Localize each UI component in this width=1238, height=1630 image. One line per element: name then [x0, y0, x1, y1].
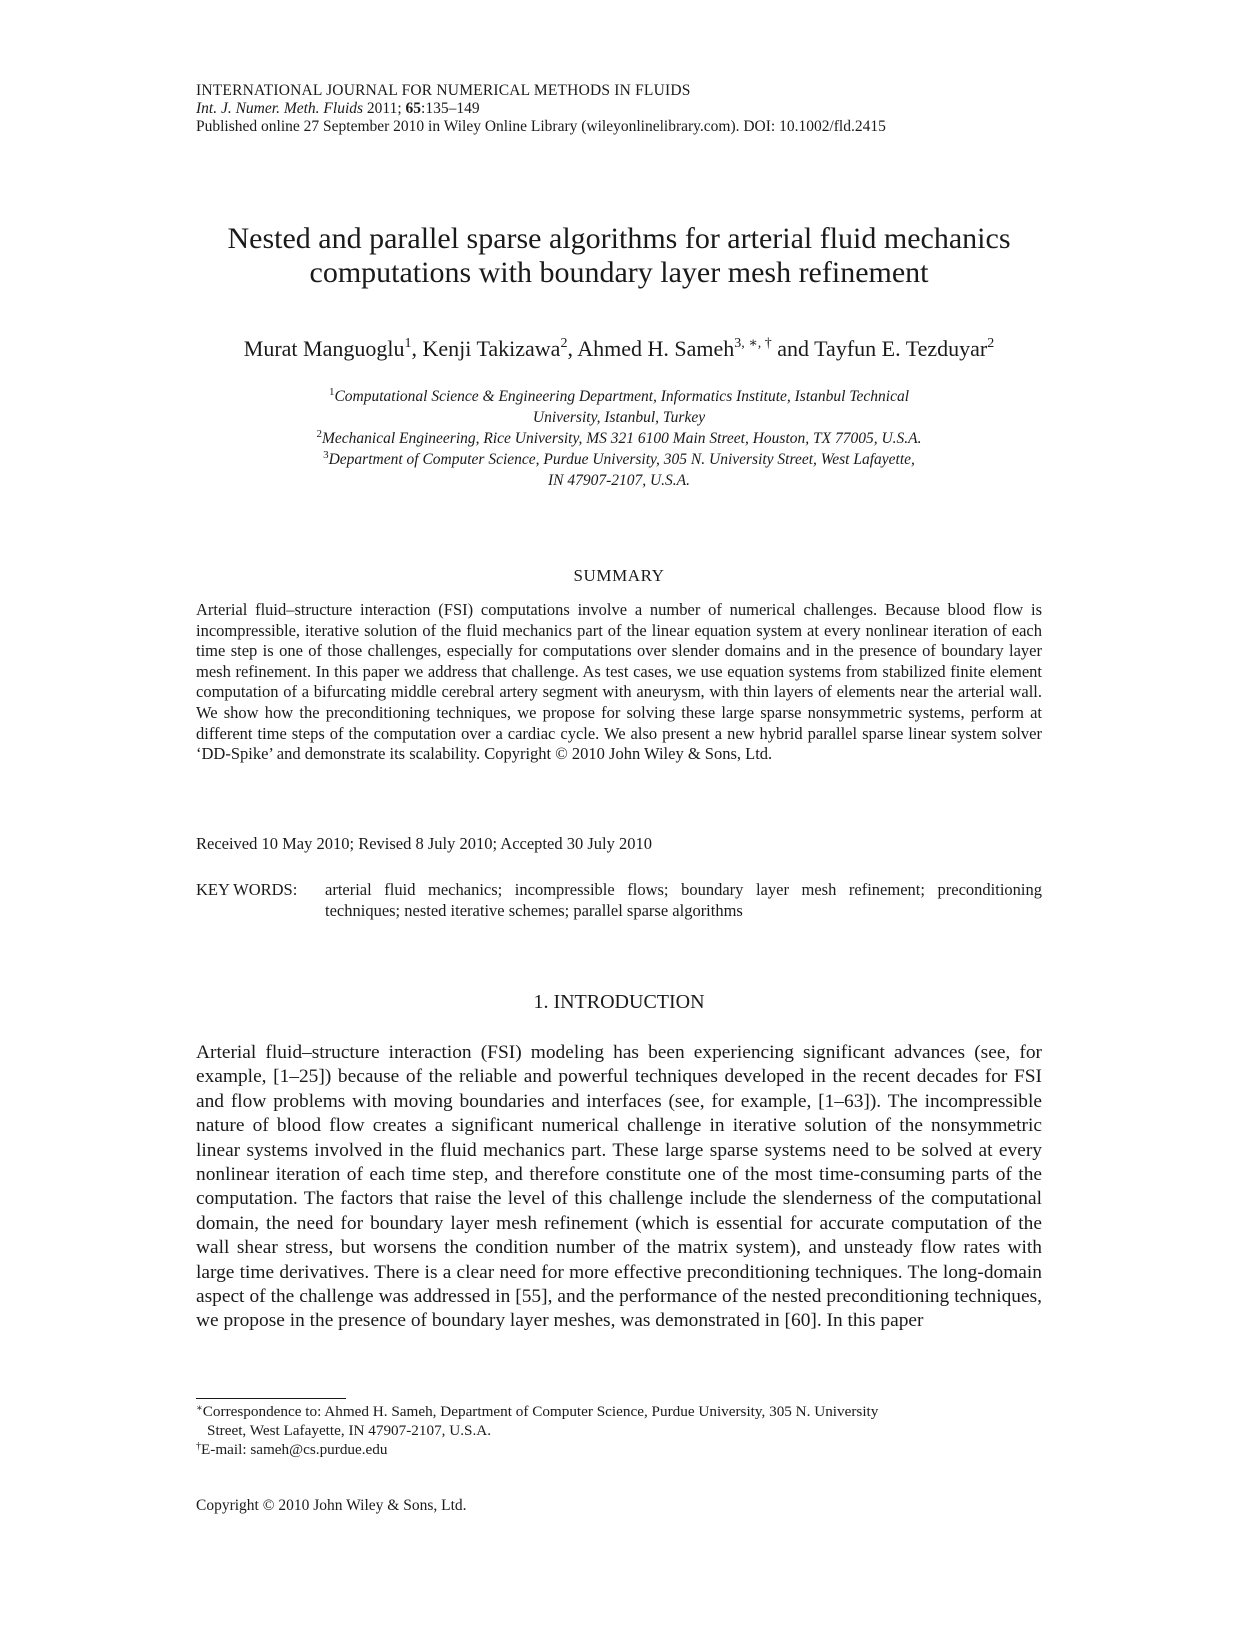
keywords-text: arterial fluid mechanics; incompressible flows; boundary layer mesh refinement; preconditioning techniques; nested iterative schemes; parallel sparse algorithms: [325, 880, 1042, 920]
affiliation-text: Computational Science & Engineering Department, Informatics Institute, Istanbul Technical: [334, 388, 910, 405]
footnote-rule: [196, 1398, 346, 1399]
keywords-label: KEY WORDS:: [196, 880, 298, 899]
section-heading-introduction: 1. INTRODUCTION: [533, 991, 705, 1013]
author-name: Kenji Takizawa: [422, 336, 561, 361]
affiliations: [150, 386, 1088, 491]
summary-text: Arterial fluid–structure interaction (FSI) computations involve a number of numerical challenges. Because blood flow is incompressible, iterative solution of the fluid mechanics part of the linear equation system at every nonlinear iteration of each time step is one of those challenges, especially for computations over slender domains and in the presence of boundary layer mesh refinement. In this paper we address that challenge. As test cases, we use equation systems from stabilized finite element computation of a bifurcating middle cerebral artery segment with aneurysm, with thin layers of elements near the arterial wall. We show how the preconditioning techniques, we propose for solving these large sparse nonsymmetric systems, perform at different time steps of the computation over a cardiac cycle. We also present a new hybrid parallel sparse linear system solver ‘DD-Spike’ and demonstrate its scalability. Copyright © 2010 John Wiley & Sons, Ltd.: [196, 600, 1042, 764]
published-line: Published online 27 September 2010 in Wiley Online Library (wileyonlinelibrary.com). DOI: 10.1002/fld.2415: [196, 118, 886, 135]
affiliation-text: Mechanical Engineering, Rice University, MS 321 6100 Main Street, Houston, TX 77005, U.S.A.: [321, 430, 922, 447]
author-separator: ,: [411, 336, 423, 361]
author-list: [100, 335, 1138, 363]
title-line-1: Nested and parallel sparse algorithms for arterial fluid mechanics: [227, 222, 1011, 255]
title-line-2: computations with boundary layer mesh refinement: [309, 256, 929, 289]
journal-header: [196, 82, 886, 136]
affiliation-1-cont: University, Istanbul, Turkey: [532, 409, 706, 426]
affiliation-2: [150, 428, 1088, 449]
affiliation-text: Department of Computer Science, Purdue University, 305 N. University Street, West Lafayette,: [328, 451, 915, 468]
footnote-text: E-mail: sameh@cs.purdue.edu: [201, 1441, 388, 1458]
affiliation-sup: 1: [328, 386, 335, 398]
footnotes: [196, 1402, 1042, 1459]
author-name: Tayfun E. Tezduyar: [814, 336, 988, 361]
author-separator: ,: [567, 336, 578, 361]
summary-heading: SUMMARY: [573, 566, 665, 585]
citation-volume: 65: [405, 100, 422, 117]
author-affil-sup: 3, ∗, †: [734, 336, 772, 351]
citation-abbrev: Int. J. Numer. Meth. Fluids: [196, 100, 364, 117]
citation-year: 2011;: [363, 100, 406, 117]
affiliation-sup: 2: [316, 428, 322, 440]
footnote-mark: †: [196, 1441, 201, 1452]
footnote-email: [196, 1440, 1042, 1459]
footnote-mark: ∗: [196, 1403, 203, 1414]
affiliation-3: [150, 449, 1088, 470]
copyright-notice: Copyright © 2010 John Wiley & Sons, Ltd.: [196, 1497, 467, 1514]
affiliation-1: [150, 386, 1088, 407]
author-separator: and: [771, 336, 815, 361]
received-dates: Received 10 May 2010; Revised 8 July 2010; Accepted 30 July 2010: [196, 834, 652, 853]
author-name: Ahmed H. Sameh: [577, 336, 735, 361]
footnote-text: Correspondence to: Ahmed H. Sameh, Department of Computer Science, Purdue University, 305 N. University: [202, 1403, 879, 1420]
citation-pages: :135–149: [421, 100, 480, 117]
citation-line: [196, 100, 886, 118]
footnote-correspondence-cont: Street, West Lafayette, IN 47907-2107, U.S.A.: [207, 1422, 492, 1439]
footnote-correspondence: [196, 1402, 1042, 1421]
affiliation-sup: 3: [323, 449, 329, 461]
introduction-text: Arterial fluid–structure interaction (FSI) modeling has been experiencing significant advances (see, for example, [1–25]) because of the reliable and powerful techniques developed in the recent decades for FSI and flow problems with moving boundaries and interfaces (see, for example, [1–63]). The incompressible nature of blood flow creates a significant numerical challenge in iterative solution of the nonsymmetric linear systems involved in the fluid mechanics part. These large sparse systems need to be solved at every nonlinear iteration of each time step, and therefore constitute one of the most time-consuming parts of the computation. The factors that raise the level of this challenge include the slenderness of the computational domain, the need for boundary layer mesh refinement (which is essential for accurate computation of the wall shear stress, but worsens the condition number of the matrix system), and unsteady flow rates with large time derivatives. There is a clear need for more effective preconditioning techniques. The long-domain aspect of the challenge was addressed in [55], and the performance of the nested preconditioning techniques, we propose in the presence of boundary layer meshes, was demonstrated in [60]. In this paper: [196, 1042, 1042, 1332]
author-affil-sup: 2: [560, 336, 568, 351]
author-affil-sup: 1: [404, 336, 412, 351]
journal-name: INTERNATIONAL JOURNAL FOR NUMERICAL METHODS IN FLUIDS: [196, 82, 691, 99]
paper-title: [150, 222, 1088, 290]
author-affil-sup: 2: [987, 336, 995, 351]
affiliation-3-cont: IN 47907-2107, U.S.A.: [547, 472, 691, 489]
author-name: Murat Manguoglu: [243, 336, 405, 361]
